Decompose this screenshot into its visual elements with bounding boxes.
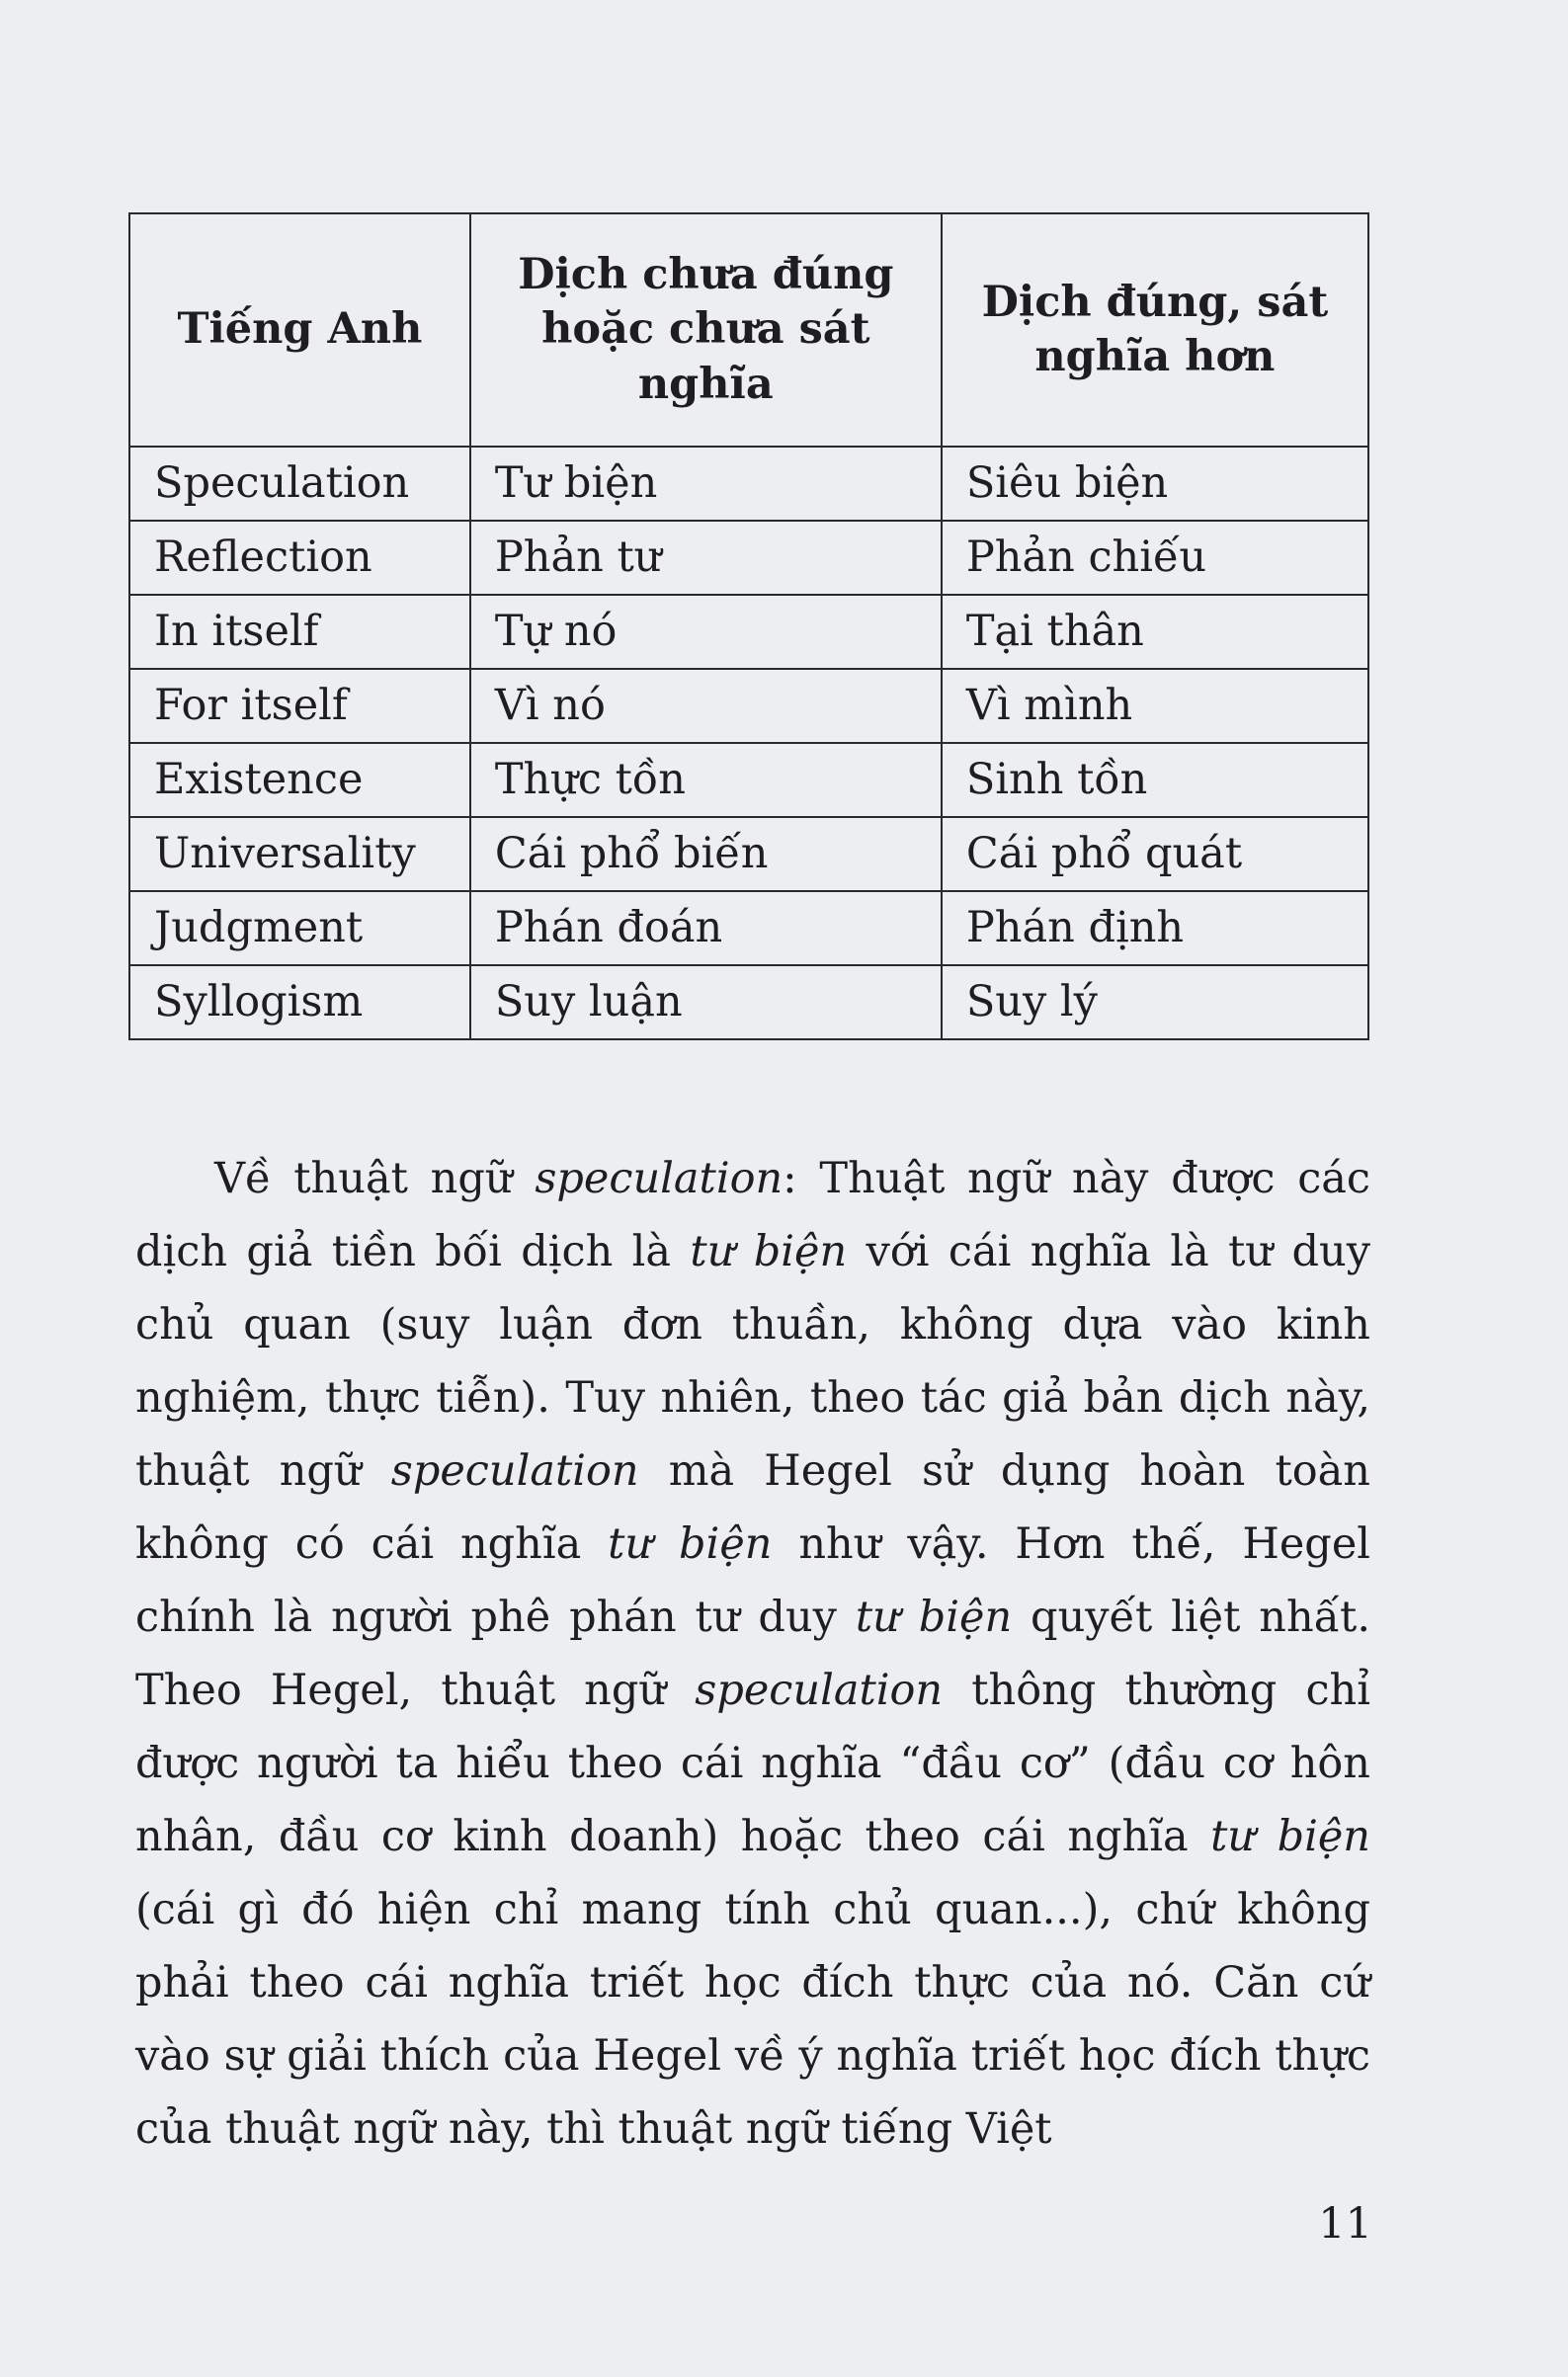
- table-row: [129, 521, 1368, 595]
- cell-english: For itself: [129, 669, 470, 743]
- table-header-row: [129, 213, 1368, 447]
- cell-english: Syllogism: [129, 965, 470, 1039]
- translation-terms-table: [128, 212, 1369, 1040]
- cell-english: Universality: [129, 817, 470, 891]
- text-run: quyết liệt nhất. Theo Hegel, thuật ngữ: [135, 1593, 1370, 1715]
- text-run: với cái nghĩa là tư duy chủ quan (suy luận đơn thuần, không dựa vào kinh nghiệm, thực tiễn). Tuy nhiên, theo tác giả bản dịch này, thuật ngữ: [135, 1227, 1370, 1496]
- cell-accurate: Tại thân: [942, 595, 1368, 669]
- cell-english: Existence: [129, 743, 470, 817]
- cell-english: Reflection: [129, 521, 470, 595]
- italic-term: tư biện: [855, 1593, 1013, 1642]
- cell-accurate: Vì mình: [942, 669, 1368, 743]
- cell-inaccurate: Tư biện: [470, 447, 942, 521]
- italic-term: tư biện: [1210, 1812, 1370, 1861]
- cell-inaccurate: Phán đoán: [470, 891, 942, 965]
- cell-inaccurate: Thực tồn: [470, 743, 942, 817]
- cell-accurate: Phản chiếu: [942, 521, 1368, 595]
- paragraph-speculation: [135, 1142, 1370, 2166]
- cell-inaccurate: Vì nó: [470, 669, 942, 743]
- text-run: (cái gì đó hiện chỉ mang tính chủ quan...), chứ không phải theo cái nghĩa triết học đích thực của nó. Căn cứ vào sự giải thích của Hegel về ý nghĩa triết học đích thực của thuật ngữ này, thì thuật ngữ tiếng Việt: [135, 1885, 1370, 2154]
- cell-inaccurate: Suy luận: [470, 965, 942, 1039]
- cell-inaccurate: Phản tư: [470, 521, 942, 595]
- cell-inaccurate: Tự nó: [470, 595, 942, 669]
- header-english: Tiếng Anh: [129, 213, 470, 447]
- body-text: [135, 1142, 1370, 2166]
- text-run: thông thường chỉ được người ta hiểu theo cái nghĩa “đầu cơ” (đầu cơ hôn nhân, đầu cơ kinh doanh) hoặc theo cái nghĩa: [135, 1666, 1370, 1861]
- italic-term: tư biện: [608, 1519, 773, 1569]
- cell-inaccurate: Cái phổ biến: [470, 817, 942, 891]
- text-run: : Thuật ngữ này được các dịch giả tiền bối dịch là: [135, 1154, 1371, 1276]
- cell-english: Judgment: [129, 891, 470, 965]
- header-inaccurate-translation: Dịch chưa đúng hoặc chưa sát nghĩa: [470, 213, 942, 447]
- italic-term: speculation: [695, 1666, 944, 1715]
- page-number: 11: [1318, 2199, 1372, 2249]
- table-row: [129, 595, 1368, 669]
- italic-term: speculation: [390, 1446, 639, 1496]
- text-run: như vậy. Hơn thế, Hegel chính là người phê phán tư duy: [135, 1519, 1371, 1642]
- cell-accurate: Phán định: [942, 891, 1368, 965]
- table-row: [129, 891, 1368, 965]
- italic-term: tư biện: [690, 1227, 848, 1276]
- table-row: [129, 817, 1368, 891]
- cell-accurate: Sinh tồn: [942, 743, 1368, 817]
- cell-accurate: Cái phổ quát: [942, 817, 1368, 891]
- cell-accurate: Siêu biện: [942, 447, 1368, 521]
- italic-term: speculation: [535, 1154, 784, 1203]
- cell-accurate: Suy lý: [942, 965, 1368, 1039]
- cell-english: In itself: [129, 595, 470, 669]
- table-row: [129, 743, 1368, 817]
- text-run: mà Hegel sử dụng hoàn toàn không có cái nghĩa: [135, 1446, 1370, 1569]
- text-run: Về thuật ngữ: [214, 1154, 536, 1203]
- table-row: [129, 965, 1368, 1039]
- header-accurate-translation: Dịch đúng, sát nghĩa hơn: [942, 213, 1368, 447]
- cell-english: Speculation: [129, 447, 470, 521]
- table-row: [129, 447, 1368, 521]
- table-row: [129, 669, 1368, 743]
